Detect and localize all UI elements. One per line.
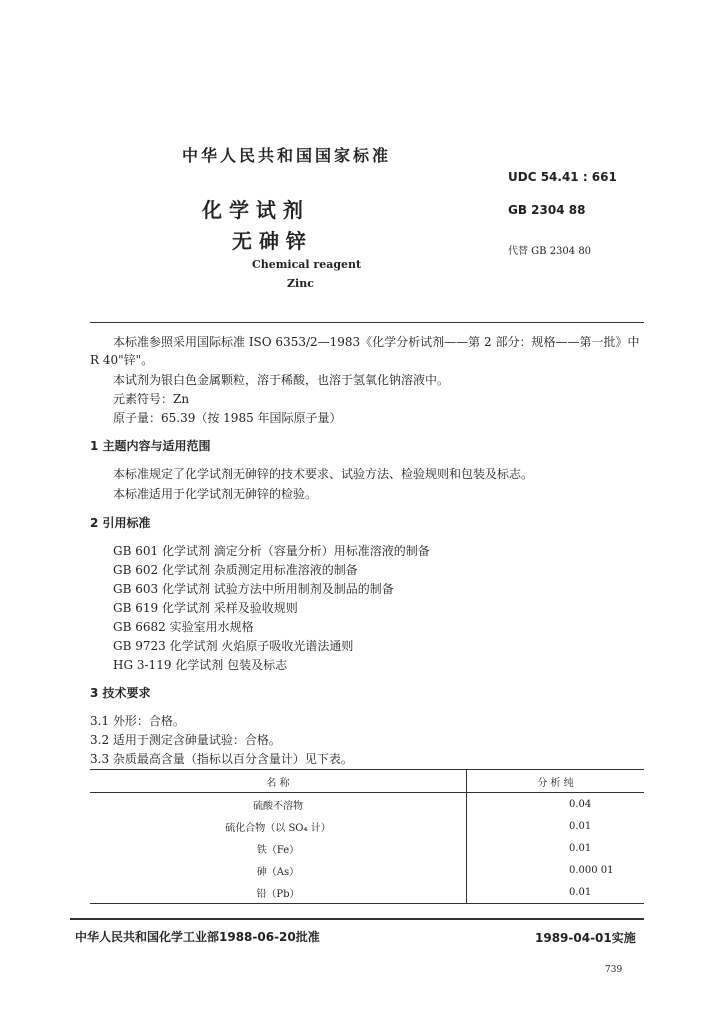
impurity-name: 硫化合物（以 SO₄ 计） [90,815,467,837]
page-number: 739 [605,965,623,975]
intro-line-5: 原子量：65.39（按 1985 年国际原子量） [113,411,342,425]
approval-statement: 中华人民共和国化学工业部1988-06-20批准 [75,930,320,944]
reference-item: GB 619 化学试剂 采样及验收规则 [113,601,298,615]
section-3-heading: 3 技术要求 [90,686,151,700]
column-header-name: 名 称 [90,770,467,793]
implementation-date: 1989-04-01实施 [535,931,636,945]
impurity-value: 0.01 [569,820,592,832]
replaces-standard: 代替 GB 2304 80 [508,246,592,257]
intro-line-2: R 40"锌"。 [90,353,154,367]
intro-line-4: 元素符号：Zn [113,392,190,406]
requirement-item: 3.2 适用于测定含砷量试验：合格。 [90,733,281,747]
impurity-name: 铁（Fe） [90,837,467,859]
table-row [90,859,644,881]
reference-item: GB 9723 化学试剂 火焰原子吸收光谱法通则 [113,639,354,653]
reference-item: GB 602 化学试剂 杂质测定用标准溶液的制备 [113,563,358,577]
section-1-line-2: 本标准适用于化学试剂无砷锌的检验。 [113,487,318,501]
title-english-line1: Chemical reagent [252,258,362,271]
reference-item: GB 6682 实验室用水规格 [113,620,254,634]
table-row [90,815,644,837]
title-english-line2: Zinc [287,277,314,290]
table-row [90,837,644,859]
gb-number: GB 2304 88 [508,203,586,217]
impurity-value: 0.000 01 [569,864,614,876]
reference-item: HG 3-119 化学试剂 包装及标志 [113,658,288,672]
table-row [90,881,644,904]
requirement-item: 3.3 杂质最高含量（指标以百分含量计）见下表。 [90,752,353,766]
issuing-authority: 中华人民共和国国家标准 [182,146,392,165]
title-chinese-line2: 无 砷 锌 [232,229,306,253]
section-1-line-1: 本标准规定了化学试剂无砷锌的技术要求、试验方法、检验规则和包装及标志。 [113,467,534,481]
header-rule [90,322,644,323]
section-1-heading: 1 主题内容与适用范围 [90,439,211,453]
impurity-value: 0.01 [569,886,592,898]
section-2-heading: 2 引用标准 [90,516,151,530]
reference-item: GB 601 化学试剂 滴定分析（容量分析）用标准溶液的制备 [113,544,430,558]
udc-code: UDC 54.41 : 661 [508,170,617,184]
requirement-item: 3.1 外形：合格。 [90,714,185,728]
impurity-name: 硫酸不溶物 [90,793,467,816]
impurity-name: 铅（Pb） [90,881,467,904]
reference-item: GB 603 化学试剂 试验方法中所用制剂及制品的制备 [113,582,394,596]
title-chinese-line1: 化 学 试 剂 [202,198,303,222]
impurity-value: 0.04 [569,798,592,810]
impurity-name: 砷（As） [90,859,467,881]
footer-rule [70,918,644,920]
impurity-table [90,769,644,904]
intro-line-1: 本标准参照采用国际标准 ISO 6353/2—1983《化学分析试剂——第 2 部分：规格——第一批》中 [113,335,640,349]
column-header-grade: 分 析 纯 [537,777,574,789]
table-row [90,793,644,816]
intro-line-3: 本试剂为银白色金属颗粒，溶于稀酸，也溶于氢氧化钠溶液中。 [113,373,450,387]
table-header-row [90,770,644,793]
impurity-value: 0.01 [569,842,592,854]
